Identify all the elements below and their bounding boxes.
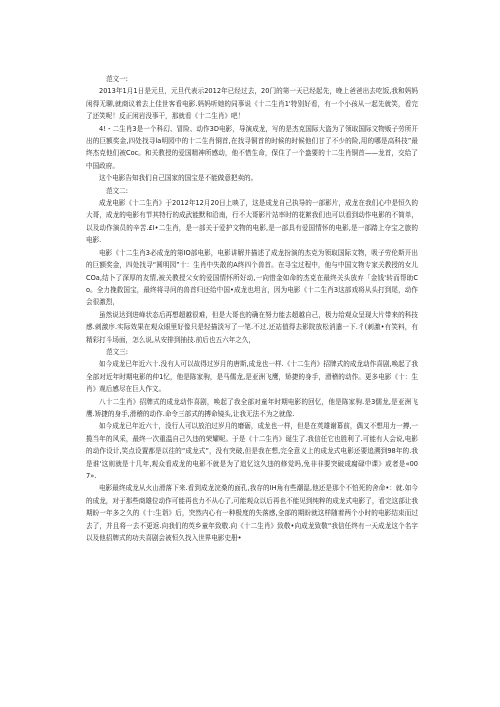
paragraph: 电影《十二生肖3必成龙的第IO部电影，电影讲解并描述了成龙扮演的杰克为领取国际文物，吸子劳伦斯开出的巨额奖金，四处找寻“圆明园”十：生肖中失散的A终四个兽首。在寻宝过程中，他与中国文物专家关教授的女儿COa,结卜了深厚的友情,被关教授父女的爱国情怀所好动,一向惜金如命的杰克在最终关头放弃「金钱'转而帮助Co。全力挽救国宝，最终将寻问的兽首归还给中国•成龙也坦言，因为电影《十二生肖3这部戏将从头打到尾，动作会很激烈， xyxy=(86,248,418,307)
section-heading: 范文三: xyxy=(106,347,129,356)
paragraph: 八十二生肖》招牌式的成龙动作喜剧，唤起了我全部对童年时期电影的回忆，他是陈家驹.是3儒龙,是亚洲飞鹰.矫捷的身手,滑稽的动作.命令三部式的搏命镜头,让我无法不为之就像. xyxy=(86,397,418,418)
paragraph: 这个电影告知我们自己国家的国宝是不能做意把卖的。 xyxy=(99,174,258,183)
document-body xyxy=(86,73,418,544)
paragraph: 如今成龙已年近六十.没有人可以故得过岁月的唐斯,成龙也一样.《十二生肖》招牌式的成龙动作喜剧,唤起了我全部对近年时期电影的仲1忆，他是陈家驹，是马儒龙,是亚洲飞鹰，矫捷的身手，滑稽的动作。更多电影《十：生肖》观后感尽在巨人作文。 xyxy=(86,360,418,394)
paragraph: 虽然说达到进峰状态后再想超越很难，但是大哥也的确在努力能去超越自己，极力给观众呈现大片带来的科技感.刺激序.实际效果在观众眼里好像只是轻描淡写了一笔.不过.还站值得去影院放松消遣一下.彳(刺激•有笑料，有精彩打斗场面，怎么说,从安排到抽技.前后也五六年之久， xyxy=(86,310,418,344)
section-heading: 范文一: xyxy=(106,75,129,83)
section-heading: 范文二: xyxy=(106,186,129,195)
paragraph: 2013年1月1日是元旦，元旦代表示2012年已经过去，20门的第一天已经起先，晚上爸爸出去吃饭,我和妈妈闲得无聊,就商议着去上佳世客看电影.妈妈听她的同事说《十二生肖1'特别好看，有一个小孩从一起先就笑，看完了还笑呢！反正闲岩没事干，那就看《十二生肖》吧！ xyxy=(86,87,418,121)
paragraph: 如今成龙已年近六十，没行人可以放泊过岁月的磨砺，成龙也一样，但是在英雄谢幕前，偶又不想用力一搏,一揽当年的风采，最终一次重温自己久违的荣耀呢。于是《十二生肖》诞生了.我信任它也胜利了.可能有人会说,电影的动作设计,笑点设置都是以往的“成龙式”，没有突破,但是我在想,完全意义上的成龙式电影还要追溯到98年的.我是谁'这则就是十几年,观众看成龙的电影不就是为了追忆这久违的修觉吗,免非非要突破成腐碌中课》或者是«007». xyxy=(86,422,418,480)
paragraph: 成龙电影《十二生肖》于2012年12月20日上映了，这是成龙自己执导的一部影片，成龙在我们心中是恒久的大哥，成龙的电影有节其特行的成武能默和沿南，行不大哥影片站率时的花絮我们也可以看到动作电影的不简单，以及动作演员的辛苦.£I•二生肖，是一部关于爱护文物的电影,是一部具有爱国情怀的电影,是一部踏上夺宝之旅的电影. xyxy=(86,199,418,245)
paragraph: 电影最终成龙从火山滑落下来.看到成龙浣桑的面孔,我存的IH角有些潮湿,他还是那个不怕死的舍命•：就.如今的成龙，对于那些商雄位动作可能再也力不从心了,可能观众以后再也不能见到纯粹的成龙式电影了，看完这部让我期盼一年多之久的《十:生诣》后，突然内心有一种极度的失落感,全部的期盼就这样随着两个小时的电影结束而过去了，并且将一去不更返.向我们的英乡童年致敬.向《十二生肖》致敬•向成龙致敬“我信任终有一天成龙这个名字以及他招牌式的功夫喜剧会被恒久找入世界电影史册• xyxy=(86,484,418,543)
paragraph: 4!・二生肖3是一个科幻、冒险、动作3D电影，导演成龙，写的是杰克国际大盗为了领取国际文物贩子劳所开出的巨额奖金,四处找寻la明园中的十二生肖铜首,在找寻铜首的时候的时候他们甘了不少的险,用的哪是高科技”最终杰克他们被Coc。和关教授的爱国精神所感动，他不惜生命，保住了一个盎要的十二生肖铜首——龙首，交给了中国政府。 xyxy=(86,124,418,170)
